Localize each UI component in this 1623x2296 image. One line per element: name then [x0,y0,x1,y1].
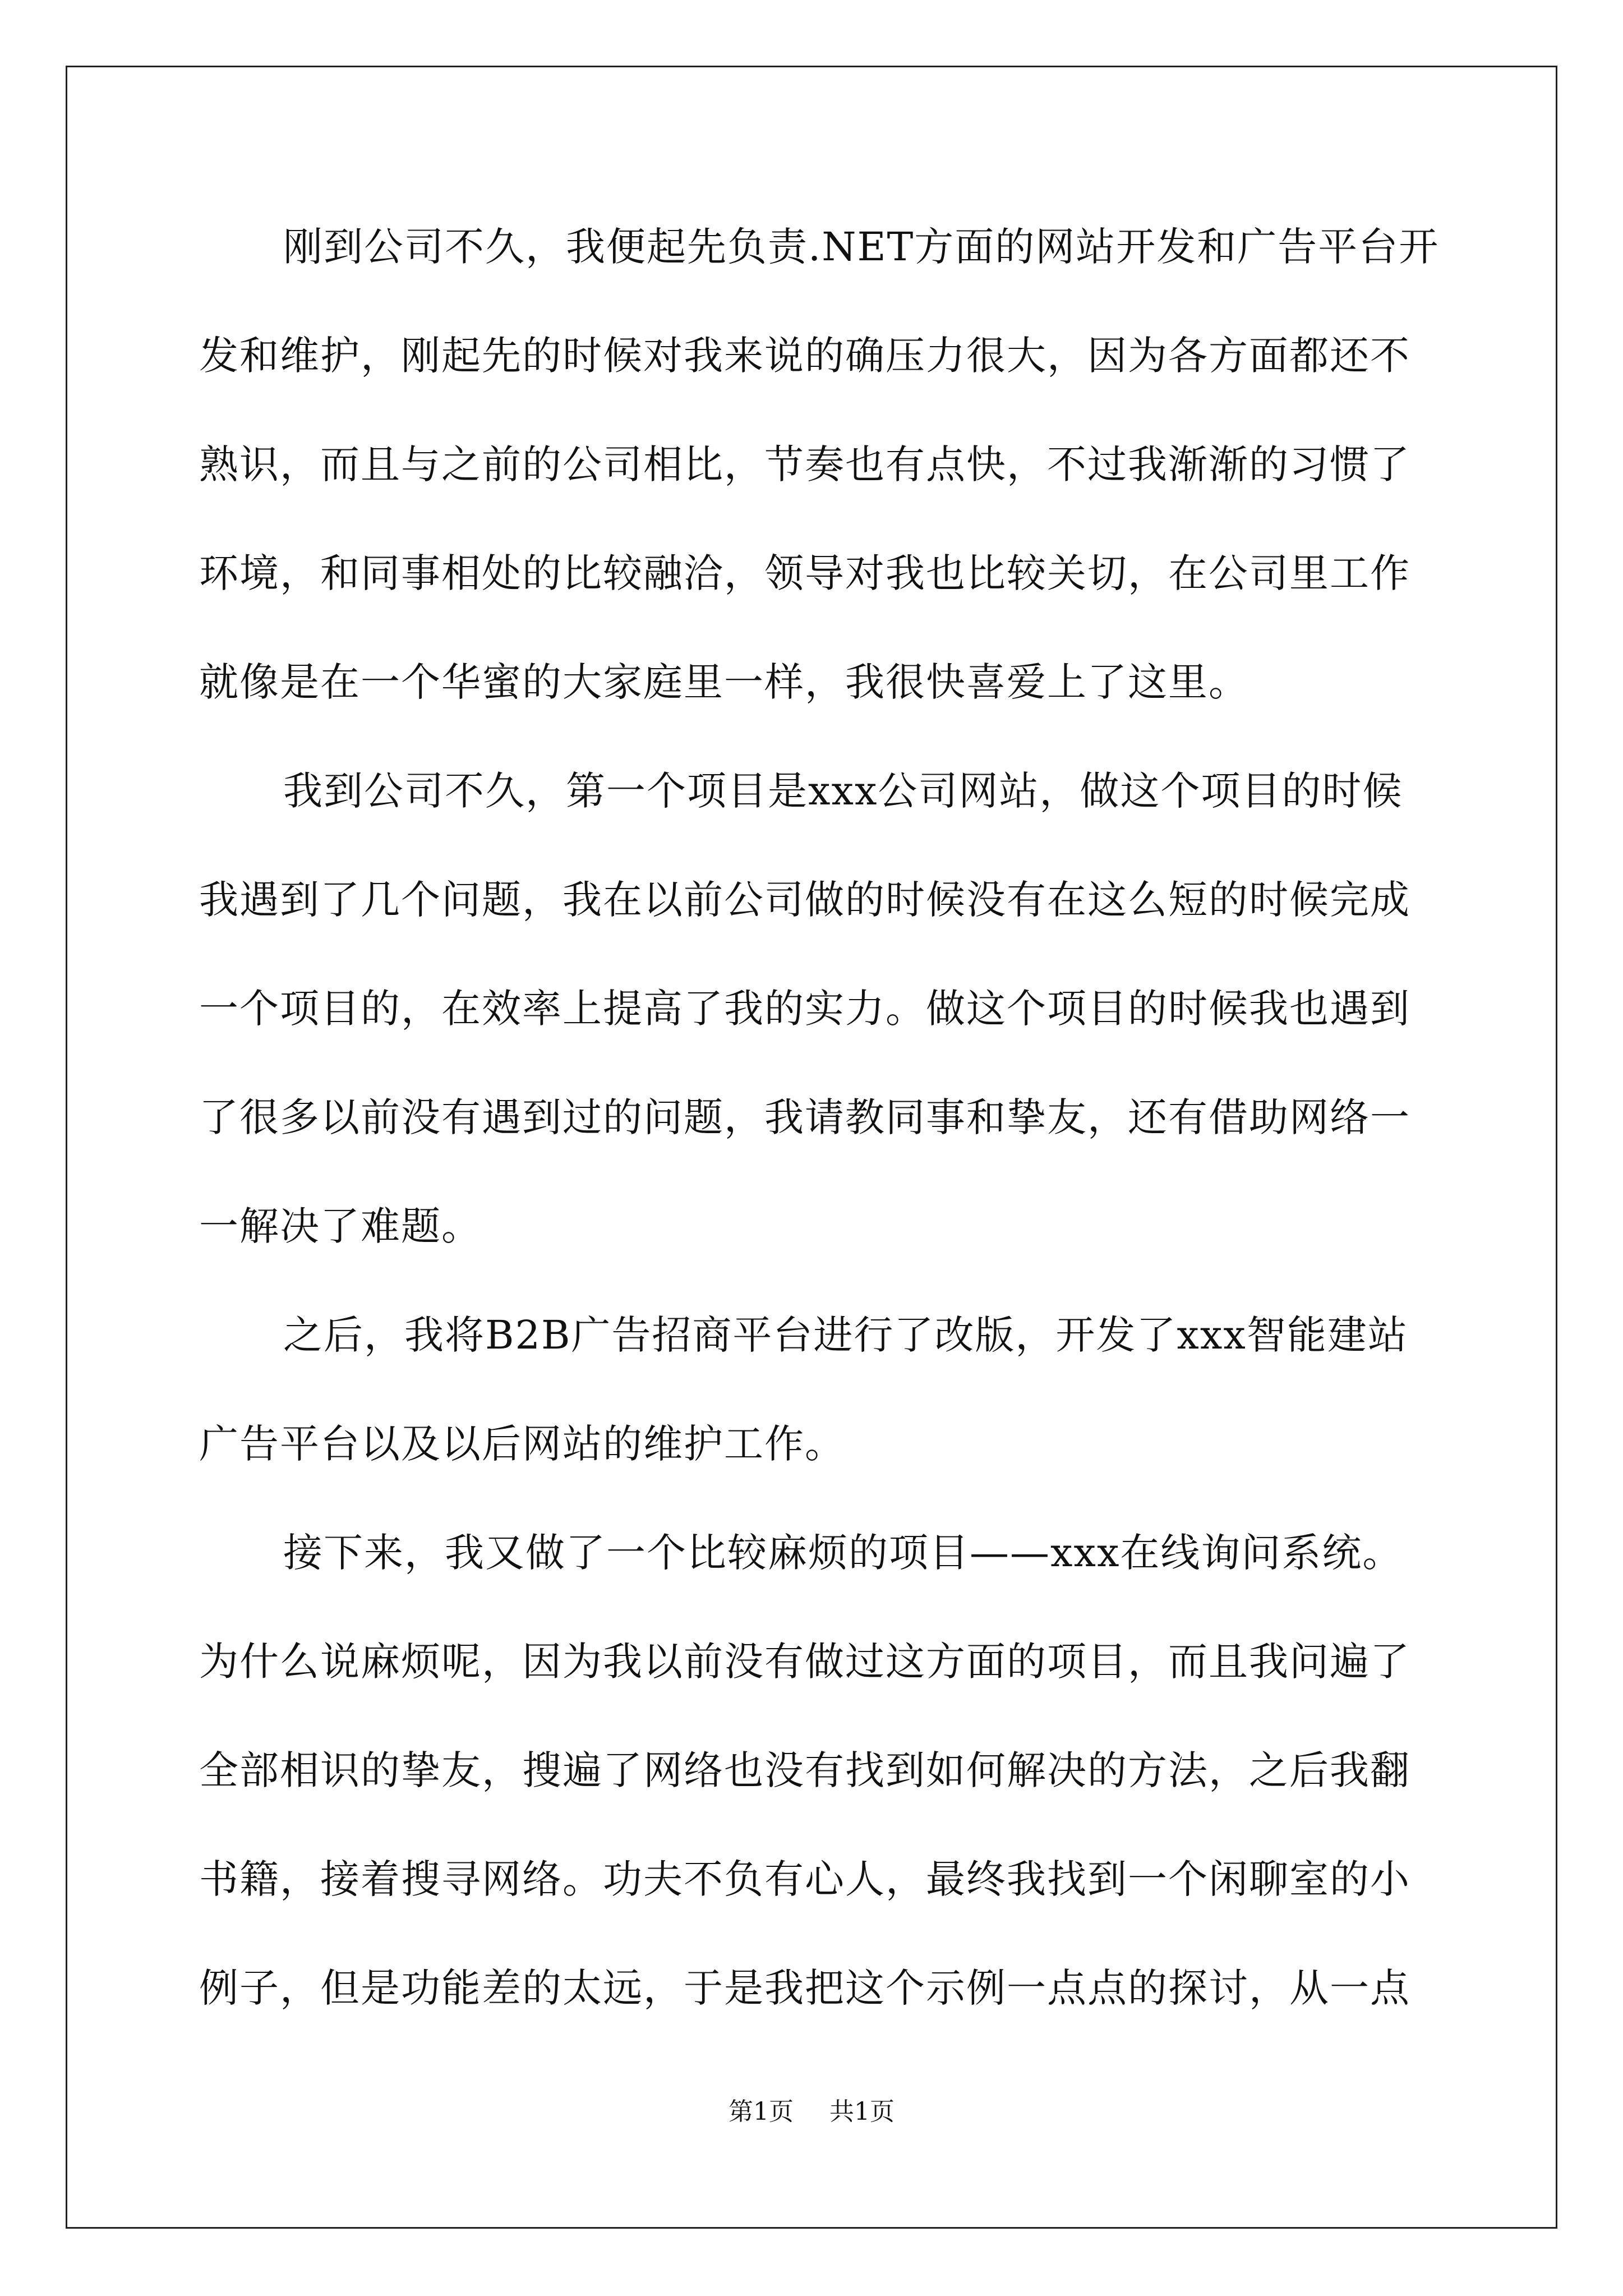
text-line: 了很多以前没有遇到过的问题，我请教同事和挚友，还有借助网络一 [199,1094,1410,1140]
paragraph-1 [199,192,1440,737]
text-line: 之后，我将B2B广告招商平台进行了改版，开发了xxx智能建站 [283,1312,1408,1358]
text-line: 广告平台以及以后网站的维护工作。 [199,1421,845,1467]
text-line: 为什么说麻烦呢，因为我以前没有做过这方面的项目，而且我问遍了 [199,1639,1410,1685]
text-line: 我遇到了几个问题，我在以前公司做的时候没有在这么短的时候完成 [199,877,1410,923]
paragraph-3 [199,1281,1433,1498]
text-line: 例子，但是功能差的太远，于是我把这个示例一点点的探讨，从一点 [199,1965,1410,2011]
text-line: 全部相识的挚友，搜遍了网络也没有找到如何解决的方法，之后我翻 [199,1747,1410,1793]
paragraph-2 [199,737,1433,1281]
page-number-current: 第1页 [728,2097,794,2126]
text-line: 就像是在一个华蜜的大家庭里一样，我很快喜爱上了这里。 [199,659,1249,705]
page-footer [0,2091,1623,2127]
paragraph-4 [199,1498,1433,2042]
text-line: 环境，和同事相处的比较融洽，领导对我也比较关切，在公司里工作 [199,550,1410,596]
text-line: 我到公司不久，第一个项目是xxx公司网站，做这个项目的时候 [283,768,1403,814]
text-line: 书籍，接着搜寻网络。功夫不负有心人，最终我找到一个闲聊室的小 [199,1856,1410,1902]
text-line: 发和维护，刚起先的时候对我来说的确压力很大，因为各方面都还不 [199,333,1410,379]
text-line: 熟识，而且与之前的公司相比，节奏也有点快，不过我渐渐的习惯了 [199,441,1410,487]
text-line: 一个项目的，在效率上提高了我的实力。做这个项目的时候我也遇到 [199,986,1410,1032]
text-line: 接下来，我又做了一个比较麻烦的项目——xxx在线询问系统。 [283,1530,1403,1576]
page-number-total: 共1页 [829,2097,895,2126]
text-line: 一解决了难题。 [199,1203,482,1249]
document-body [199,192,1440,2042]
text-line: 刚到公司不久，我便起先负责.NET方面的网站开发和广告平台开 [283,224,1440,270]
